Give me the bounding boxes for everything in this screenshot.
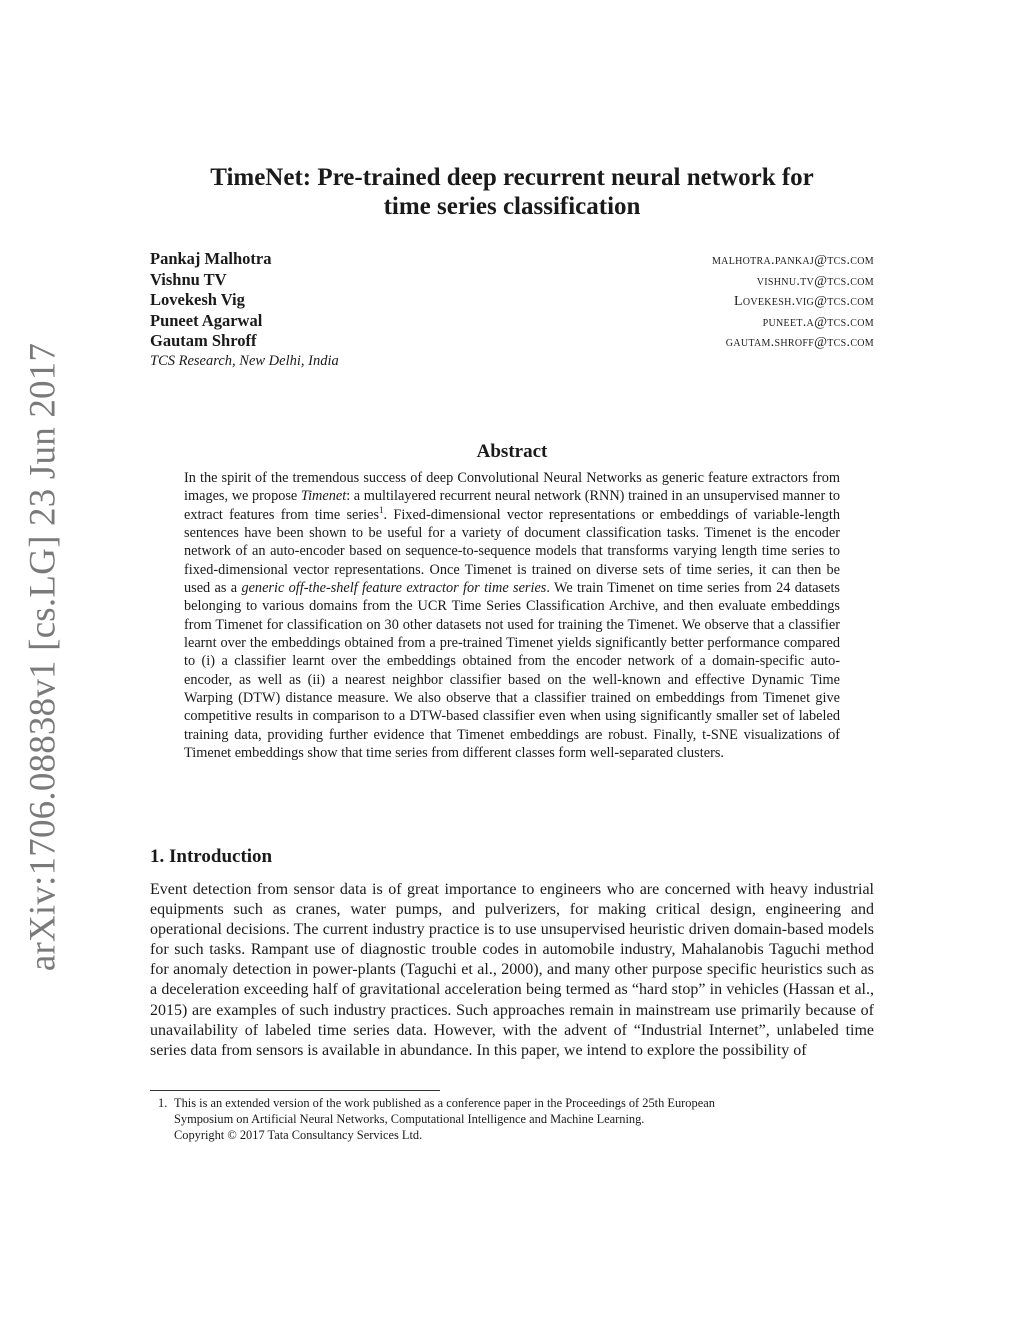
author-name: Gautam Shroff bbox=[150, 331, 257, 350]
footnote-line-1 bbox=[150, 1095, 874, 1111]
author-name: Pankaj Malhotra bbox=[150, 249, 272, 268]
author-email: vishnu.tv@tcs.com bbox=[756, 273, 874, 289]
author-row bbox=[150, 249, 874, 270]
abstract-text-part-2: : a multilayered recurrent neural network (RNN) trained in an unsupervised manner to extract features from time series bbox=[184, 488, 840, 523]
author-affiliation: TCS Research, New Delhi, India bbox=[150, 352, 339, 369]
abstract-body bbox=[184, 469, 840, 763]
footnote-copyright: Copyright © 2017 Tata Consultancy Services Ltd. bbox=[174, 1128, 423, 1142]
author-email: malhotra.pankaj@tcs.com bbox=[711, 253, 874, 268]
abstract-generic-italic: generic off-the-shelf feature extractor for time series bbox=[241, 580, 547, 597]
abstract-heading: Abstract bbox=[476, 441, 548, 462]
footnote-divider bbox=[150, 1090, 440, 1091]
paper-title bbox=[150, 163, 874, 221]
footnote bbox=[150, 1095, 874, 1143]
footnote-line-2: Symposium on Artificial Neural Networks, Computational Intelligence and Machine Learning. bbox=[174, 1112, 645, 1126]
footnote-marker: 1 bbox=[379, 504, 384, 515]
arxiv-identifier-text: arXiv:1706.08838v1 [cs.LG] 23 Jun 2017 bbox=[22, 342, 64, 972]
arxiv-identifier-stamp bbox=[8, 342, 78, 972]
author-name: Puneet Agarwal bbox=[150, 310, 263, 330]
paper-title-line-2: time series classification bbox=[383, 193, 641, 220]
author-name: Vishnu TV bbox=[150, 269, 227, 289]
abstract-text-part-4: . We train Timenet on time series from 24 datasets belonging to various domains from the UCR Time Series Classification Archive, and then evaluate embeddings from Timenet for classification on 30 other datasets not used for training the Timenet. We observe that a classifier learnt over the embeddings obtained from a pre-trained Timenet yields significantly better performance compared to (i) a classifier learnt over the embeddings obtained from the encoder network of a domain-specific auto-encoder, as well as (ii) a nearest neighbor classifier based on the well-known and effective Dynamic Time Warping (DTW) distance measure. We also observe that a classifier trained on embeddings from Timenet give competitive results in comparison to a DTW-based classifier even when using significantly smaller set of labeled training data, providing further evidence that Timenet embeddings are robust. Finally, t-SNE visualizations of Timenet embeddings show that time series from different classes form well-separated clusters. bbox=[184, 580, 840, 762]
introduction-heading: 1. Introduction bbox=[150, 846, 273, 867]
author-name: Lovekesh Vig bbox=[150, 290, 245, 309]
author-row bbox=[150, 270, 874, 291]
author-block bbox=[150, 249, 874, 370]
footnote-text-1: This is an extended version of the work published as a conference paper in the Proceedings of 25th European bbox=[174, 1096, 715, 1110]
abstract-text-part-3: . Fixed-dimensional vector representations or embeddings of variable-length sentences have been shown to be useful for a variety of document classification tasks. Timenet is the encoder network of an auto-encoder based on sequence-to-sequence models that transforms varying length time series to fixed-dimensional vector representations. Once Timenet is trained on diverse sets of time series, it can then be used as a bbox=[184, 506, 841, 597]
footnote-number: 1. bbox=[158, 1096, 168, 1110]
author-row bbox=[150, 331, 874, 352]
author-row bbox=[150, 311, 874, 332]
introduction-body: Event detection from sensor data is of great importance to engineers who are concerned with heavy industrial equipments such as cranes, water pumps, and pulverizers, for making critical design, engineering and operational decisions. The current industry practice is to use unsupervised heuristic driven domain-based models for such tasks. Rampant use of diagnostic trouble codes in automobile industry, Mahalanobis Taguchi method for anomaly detection in power-plants (Taguchi et al., 2000), and many other purpose specific heuristics such as a deceleration exceeding half of gravitational acceleration being termed as “hard stop” in vehicles (Hassan et al., 2015) are examples of such industry practices. Such approaches remain in mainstream use primarily because of unavailability of labeled time series data. However, with the advent of “Industrial Internet”, unlabeled time series data from sensors is available in abundance. In this paper, we intend to explore the possibility of bbox=[150, 881, 874, 1059]
author-email: Lovekesh.vig@tcs.com bbox=[733, 294, 874, 309]
abstract-text-part-1: In the spirit of the tremendous success of deep Convolutional Neural Networks as generic feature extractors from images, we propose bbox=[184, 470, 840, 505]
abstract-timenet-italic: Timenet bbox=[300, 488, 347, 505]
author-row bbox=[150, 290, 874, 311]
author-email: gautam.shroff@tcs.com bbox=[725, 335, 874, 350]
paper-title-line-1: TimeNet: Pre-trained deep recurrent neural network for bbox=[210, 164, 814, 191]
author-email: puneet.a@tcs.com bbox=[762, 314, 874, 330]
